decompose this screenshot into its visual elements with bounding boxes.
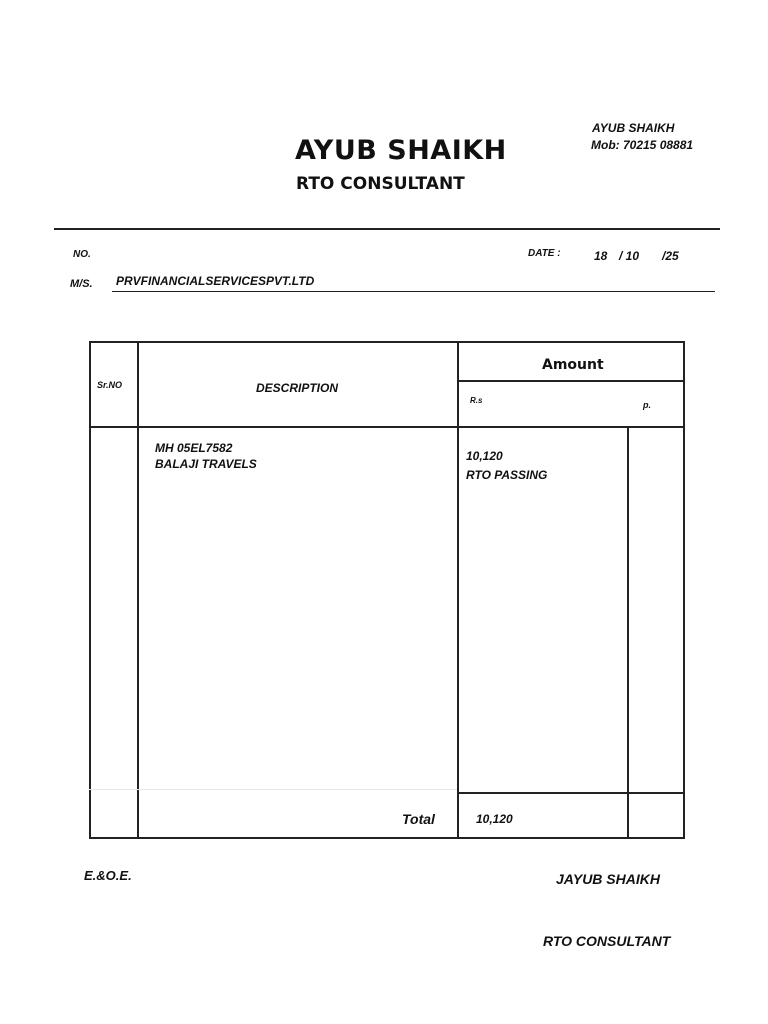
customer-label: M/S.: [70, 278, 93, 290]
column-header-paise: p.: [643, 400, 651, 410]
table-divider-paise: [627, 427, 629, 839]
column-header-srno: Sr.NO: [97, 380, 123, 390]
invoice-number-label: NO.: [73, 249, 91, 260]
table-divider-description: [457, 341, 459, 839]
table-divider-srno: [137, 341, 139, 839]
table-header-divider: [89, 426, 685, 428]
total-label: Total: [402, 811, 435, 827]
row-description-vehicle: MH 05EL7582: [155, 441, 233, 455]
contact-mobile: Mob: 70215 08881: [591, 138, 694, 152]
row-description-party: BALAJI TRAVELS: [155, 457, 257, 471]
amount-header-divider: [457, 380, 685, 382]
row-amount-note: RTO PASSING: [466, 468, 548, 482]
signature-role: RTO CONSULTANT: [543, 933, 671, 949]
column-header-rupees: R.s: [470, 396, 483, 405]
eoe-note: E.&O.E.: [84, 868, 132, 883]
customer-underline: [112, 291, 715, 292]
column-header-amount: Amount: [542, 357, 604, 373]
header-divider: [54, 228, 720, 230]
row-amount: 10,120: [466, 449, 503, 463]
date-month: / 10: [619, 249, 640, 263]
invoice-table: [89, 341, 685, 839]
business-subtitle: RTO CONSULTANT: [296, 174, 465, 194]
date-day: 18: [594, 249, 608, 263]
signature-name: JAYUB SHAIKH: [556, 871, 660, 887]
total-row-divider: [457, 792, 685, 794]
customer-name: PRVFINANCIALSERVICESPVT.LTD: [116, 274, 315, 288]
contact-name: AYUB SHAIKH: [592, 121, 675, 135]
total-value: 10,120: [476, 812, 513, 826]
total-row-faint-divider: [89, 789, 457, 790]
column-header-description: DESCRIPTION: [256, 381, 339, 395]
business-name-title: AYUB SHAIKH: [295, 135, 507, 166]
date-label: DATE :: [528, 248, 561, 259]
date-year: /25: [662, 249, 679, 263]
